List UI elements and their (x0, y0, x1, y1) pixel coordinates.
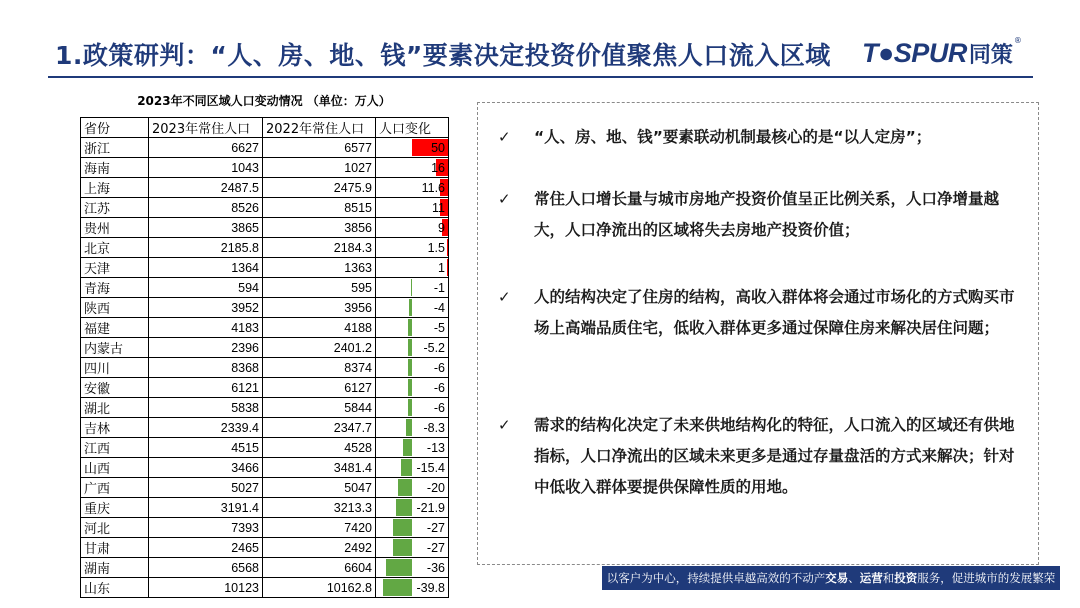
cell-province: 河北 (81, 518, 149, 538)
cell-province: 湖南 (81, 558, 149, 578)
cell-change (376, 538, 449, 558)
footer-bold-operation: 运营 (859, 571, 883, 585)
cell-pop-2023: 1364 (149, 258, 263, 278)
logo-text: T●SPUR (862, 37, 967, 68)
table-row (81, 158, 449, 178)
cell-change (376, 518, 449, 538)
table-header-row (81, 118, 449, 138)
table-row (81, 298, 449, 318)
cell-change (376, 158, 449, 178)
cell-pop-2023: 3952 (149, 298, 263, 318)
cell-province: 青海 (81, 278, 149, 298)
header-change: 人口变化 (376, 118, 449, 138)
table-row (81, 378, 449, 398)
table-row (81, 538, 449, 558)
cell-pop-2023: 594 (149, 278, 263, 298)
cell-province: 江苏 (81, 198, 149, 218)
table-row (81, 478, 449, 498)
change-value: 1.5 (427, 240, 445, 255)
cell-province: 江西 (81, 438, 149, 458)
table-row (81, 238, 449, 258)
cell-change (376, 478, 449, 498)
cell-province: 山东 (81, 578, 149, 598)
cell-pop-2022: 6604 (263, 558, 376, 578)
cell-pop-2023: 6121 (149, 378, 263, 398)
cell-pop-2023: 6627 (149, 138, 263, 158)
cell-province: 甘肃 (81, 538, 149, 558)
cell-pop-2023: 8526 (149, 198, 263, 218)
change-value: 16 (431, 160, 445, 175)
cell-province: 海南 (81, 158, 149, 178)
check-icon: ✓ (498, 190, 511, 208)
key-points-panel (477, 102, 1039, 565)
point-text: “人、房、地、钱”要素联动机制最核心的是“以人定房”； (534, 128, 932, 146)
cell-change (376, 578, 449, 598)
cell-pop-2022: 2347.7 (263, 418, 376, 438)
company-logo (862, 36, 1022, 70)
cell-province: 重庆 (81, 498, 149, 518)
change-value: -36 (426, 560, 445, 575)
cell-province: 福建 (81, 318, 149, 338)
change-value: 11.6 (421, 180, 445, 195)
decrease-bar (409, 299, 412, 316)
cell-pop-2023: 2465 (149, 538, 263, 558)
point-text: 常住人口增长量与城市房地产投资价值呈正比例关系，人口净增量越大，人口净流出的区域将失去房地产投资价值； (534, 190, 1000, 239)
change-value: 50 (431, 140, 445, 155)
cell-change (376, 278, 449, 298)
cell-province: 陕西 (81, 298, 149, 318)
cell-change (376, 398, 449, 418)
cell-province: 上海 (81, 178, 149, 198)
decrease-bar (383, 579, 412, 596)
cell-change (376, 218, 449, 238)
table-row (81, 458, 449, 478)
point-text: 需求的结构化决定了未来供地结构化的特征，人口流入的区域还有供地指标，人口净流出的区域未来更多是通过存量盘活的方式来解决；针对中低收入群体要提供保障性质的用地。 (534, 416, 1015, 496)
cell-province: 内蒙古 (81, 338, 149, 358)
footer-bold-investment: 投资 (894, 571, 918, 585)
cell-pop-2022: 4188 (263, 318, 376, 338)
cell-pop-2023: 5838 (149, 398, 263, 418)
change-value: -13 (426, 440, 445, 455)
cell-province: 安徽 (81, 378, 149, 398)
table-row (81, 398, 449, 418)
cell-pop-2023: 7393 (149, 518, 263, 538)
decrease-bar (386, 559, 412, 576)
cell-change (376, 238, 449, 258)
table-row (81, 258, 449, 278)
change-value: 11 (432, 200, 445, 215)
cell-change (376, 258, 449, 278)
decrease-bar (408, 359, 412, 376)
decrease-bar (398, 479, 412, 496)
change-value: 1 (438, 260, 445, 275)
cell-change (376, 438, 449, 458)
cell-change (376, 338, 449, 358)
cell-change (376, 138, 449, 158)
decrease-bar (401, 459, 412, 476)
cell-pop-2022: 10162.8 (263, 578, 376, 598)
cell-pop-2022: 2492 (263, 538, 376, 558)
table-row (81, 558, 449, 578)
table-body (81, 138, 449, 598)
decrease-bar (408, 319, 412, 336)
cell-change (376, 418, 449, 438)
cell-pop-2023: 1043 (149, 158, 263, 178)
cell-province: 四川 (81, 358, 149, 378)
table-row (81, 438, 449, 458)
cell-pop-2023: 2396 (149, 338, 263, 358)
change-value: 9 (438, 220, 445, 235)
cell-change (376, 178, 449, 198)
cell-change (376, 318, 449, 338)
change-value: -21.9 (416, 500, 445, 515)
table-row (81, 358, 449, 378)
cell-pop-2023: 10123 (149, 578, 263, 598)
decrease-bar (408, 339, 412, 356)
decrease-bar (393, 519, 412, 536)
header-province: 省份 (81, 118, 149, 138)
cell-province: 湖北 (81, 398, 149, 418)
change-value: -27 (426, 540, 445, 555)
table-row (81, 138, 449, 158)
change-value: -5 (433, 320, 445, 335)
check-icon: ✓ (498, 416, 511, 434)
population-table (80, 117, 449, 598)
cell-province: 北京 (81, 238, 149, 258)
cell-pop-2022: 3956 (263, 298, 376, 318)
table-row (81, 178, 449, 198)
increase-bar (447, 239, 448, 256)
check-icon: ✓ (498, 128, 511, 146)
footer-banner (602, 566, 1060, 590)
cell-pop-2023: 8368 (149, 358, 263, 378)
cell-pop-2023: 5027 (149, 478, 263, 498)
cell-pop-2022: 8515 (263, 198, 376, 218)
table-row (81, 338, 449, 358)
registered-mark: ® (1013, 36, 1022, 45)
logo-chinese-name: 同策 (968, 42, 1013, 68)
cell-province: 山西 (81, 458, 149, 478)
change-value: -4 (433, 300, 445, 315)
cell-pop-2022: 1027 (263, 158, 376, 178)
title-underline (48, 76, 1033, 78)
change-value: -6 (433, 380, 445, 395)
cell-pop-2022: 7420 (263, 518, 376, 538)
cell-province: 吉林 (81, 418, 149, 438)
cell-pop-2023: 3466 (149, 458, 263, 478)
change-value: -20 (426, 480, 445, 495)
table-row (81, 218, 449, 238)
cell-pop-2022: 5844 (263, 398, 376, 418)
footer-sep: 、 (848, 571, 860, 585)
cell-pop-2022: 2475.9 (263, 178, 376, 198)
decrease-bar (393, 539, 412, 556)
decrease-bar (403, 439, 412, 456)
table-row (81, 418, 449, 438)
footer-prefix: 以客户为中心，持续提供卓越高效的不动产 (606, 571, 826, 585)
cell-province: 贵州 (81, 218, 149, 238)
table-row (81, 318, 449, 338)
cell-change (376, 298, 449, 318)
cell-pop-2022: 1363 (263, 258, 376, 278)
table-row (81, 278, 449, 298)
point-text: 人的结构决定了住房的结构，高收入群体将会通过市场化的方式购买市场上高端品质住宅，低收入群体更多通过保障住房来解决居住问题； (534, 288, 1015, 337)
decrease-bar (396, 499, 412, 516)
cell-change (376, 558, 449, 578)
cell-province: 浙江 (81, 138, 149, 158)
cell-pop-2023: 2487.5 (149, 178, 263, 198)
header-pop-2023: 2023年常住人口 (149, 118, 263, 138)
change-value: -5.2 (423, 340, 445, 355)
footer-bold-trade: 交易 (825, 571, 849, 585)
change-value: -15.4 (416, 460, 445, 475)
cell-change (376, 378, 449, 398)
change-value: -27 (426, 520, 445, 535)
cell-province: 广西 (81, 478, 149, 498)
cell-pop-2022: 8374 (263, 358, 376, 378)
decrease-bar (411, 279, 412, 296)
cell-pop-2022: 5047 (263, 478, 376, 498)
header-pop-2022: 2022年常住人口 (263, 118, 376, 138)
table-row (81, 498, 449, 518)
point-4 (498, 410, 1018, 503)
change-value: -6 (433, 400, 445, 415)
cell-pop-2022: 595 (263, 278, 376, 298)
cell-pop-2022: 4528 (263, 438, 376, 458)
cell-change (376, 498, 449, 518)
cell-pop-2023: 4183 (149, 318, 263, 338)
point-2 (498, 184, 1018, 246)
point-1 (498, 122, 1018, 153)
cell-pop-2022: 6127 (263, 378, 376, 398)
page-title: 1.政策研判：“人、房、地、钱”要素决定投资价值聚焦人口流入区域 (55, 41, 831, 70)
check-icon: ✓ (498, 288, 511, 306)
table-row (81, 518, 449, 538)
cell-pop-2022: 2184.3 (263, 238, 376, 258)
cell-change (376, 358, 449, 378)
cell-change (376, 458, 449, 478)
footer-suffix: 服务，促进城市的发展繁荣 (917, 571, 1056, 585)
change-value: -39.8 (416, 580, 445, 595)
decrease-bar (408, 399, 412, 416)
cell-change (376, 198, 449, 218)
cell-pop-2023: 6568 (149, 558, 263, 578)
cell-pop-2023: 3865 (149, 218, 263, 238)
change-value: -1 (433, 280, 445, 295)
cell-pop-2023: 2339.4 (149, 418, 263, 438)
increase-bar (447, 259, 448, 276)
cell-pop-2022: 3856 (263, 218, 376, 238)
point-3 (498, 282, 1018, 344)
cell-province: 天津 (81, 258, 149, 278)
cell-pop-2022: 3213.3 (263, 498, 376, 518)
footer-sep: 和 (882, 571, 895, 585)
cell-pop-2022: 6577 (263, 138, 376, 158)
cell-pop-2022: 3481.4 (263, 458, 376, 478)
cell-pop-2023: 2185.8 (149, 238, 263, 258)
decrease-bar (408, 379, 412, 396)
change-value: -8.3 (423, 420, 445, 435)
table-row (81, 198, 449, 218)
cell-pop-2022: 2401.2 (263, 338, 376, 358)
decrease-bar (406, 419, 412, 436)
cell-pop-2023: 3191.4 (149, 498, 263, 518)
cell-pop-2023: 4515 (149, 438, 263, 458)
change-value: -6 (433, 360, 445, 375)
table-caption: 2023年不同区域人口变动情况 （单位：万人） (137, 94, 391, 108)
table-row (81, 578, 449, 598)
